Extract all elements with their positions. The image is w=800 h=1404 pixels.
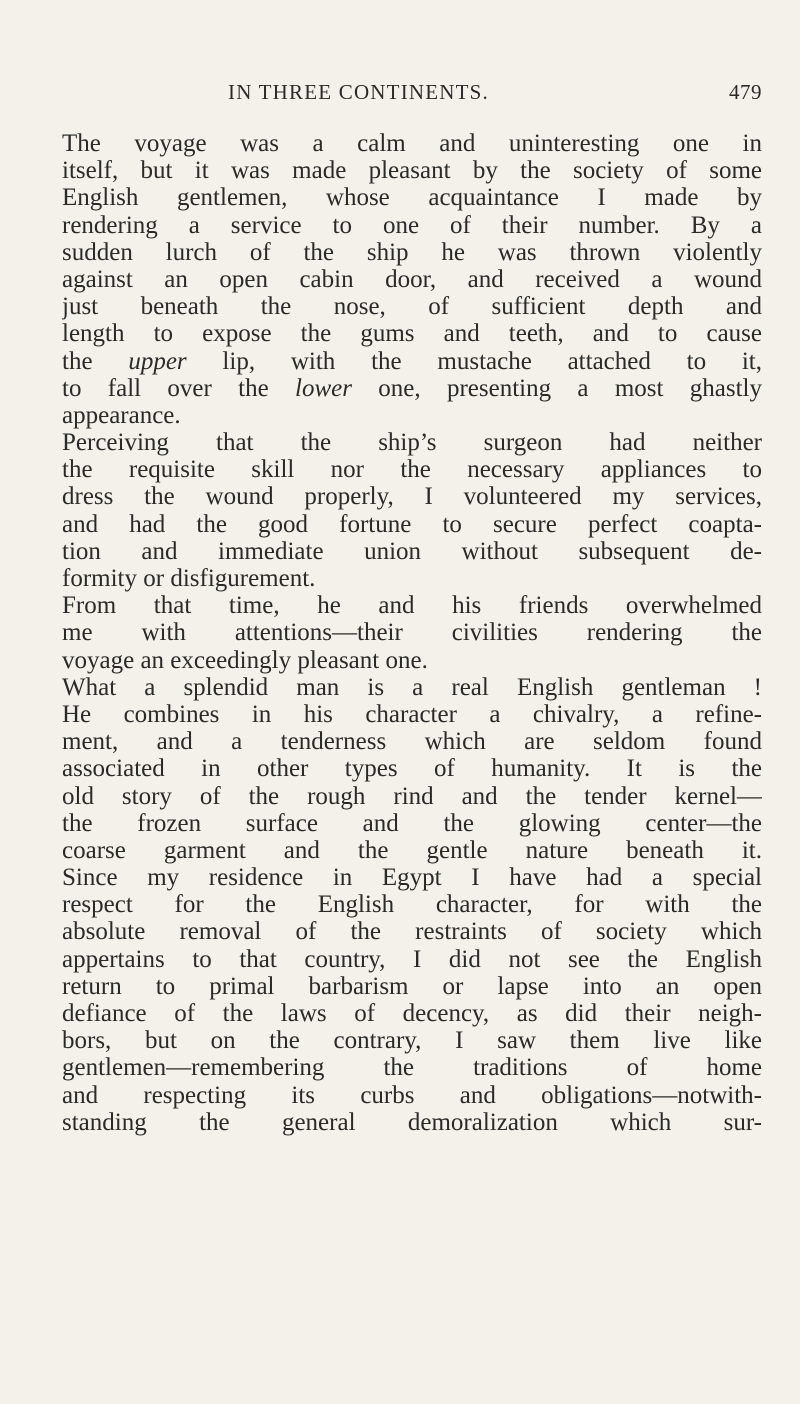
text-line: length to expose the gums and teeth, and to cause [62, 320, 762, 348]
text-line: He combines in his character a chivalry, a refine- [62, 700, 762, 728]
text-line: respect for the English character, for with the [62, 891, 762, 919]
text-line: gentlemen—remembering the traditions of home [62, 1054, 762, 1082]
text-line: absolute removal of the restraints of society which [62, 918, 762, 946]
italic-word: upper [128, 347, 187, 375]
text-line: appertains to that country, I did not see the English [62, 945, 762, 973]
text-line: dress the wound properly, I volunteered my services, [62, 483, 762, 511]
text-line: defiance of the laws of decency, as did their neigh- [62, 1000, 762, 1027]
text-line: me with attentions—their civilities rendering the [62, 619, 762, 647]
text-line: old story of the rough rind and the tender kernel— [62, 782, 762, 810]
text-line: the upper lip, with the mustache attached to it, [62, 347, 762, 375]
text-line: rendering a service to one of their number. By a [62, 211, 762, 239]
text-line: the requisite skill nor the necessary appliances to [62, 456, 762, 484]
running-head-title: IN THREE CONTINENTS. [228, 80, 490, 104]
page-number: 479 [729, 80, 762, 104]
text-line: voyage an exceedingly pleasant one. [62, 646, 428, 674]
text-line: sudden lurch of the ship he was thrown violently [62, 238, 762, 266]
text-line: formity or disfigurement. [62, 565, 316, 592]
text-line: From that time, he and his friends overwhelmed [62, 592, 762, 620]
text-line: Perceiving that the ship’s surgeon had neither [62, 429, 762, 457]
text-line: itself, but it was made pleasant by the society of some [62, 157, 762, 185]
text-line: standing the general demoralization which sur- [62, 1108, 762, 1136]
text-line: Since my residence in Egypt I have had a special [62, 864, 762, 892]
text-line: coarse garment and the gentle nature beneath it. [62, 836, 762, 864]
text-line: associated in other types of humanity. It is the [62, 755, 762, 783]
text-line: just beneath the nose, of sufficient depth and [62, 293, 762, 321]
text-line: ment, and a tenderness which are seldom found [62, 728, 762, 756]
text-line: return to primal barbarism or lapse into an open [62, 972, 762, 1000]
text-line: appearance. [62, 401, 181, 429]
text-line: and had the good fortune to secure perfect coapta- [62, 510, 762, 538]
text-line: The voyage was a calm and uninteresting one in [62, 130, 762, 157]
text-line: tion and immediate union without subsequent de- [62, 537, 762, 565]
text-line: bors, but on the contrary, I saw them live like [62, 1027, 762, 1055]
running-head [62, 80, 762, 110]
text-line: What a splendid man is a real English gentleman ! [62, 673, 762, 701]
text-line: against an open cabin door, and received a wound [62, 265, 762, 293]
text-line: and respecting its curbs and obligations—notwith- [62, 1081, 762, 1109]
text-line: English gentlemen, whose acquaintance I made by [62, 184, 762, 212]
body-text [62, 130, 762, 1136]
text-line: to fall over the lower one, presenting a most ghastly [62, 374, 762, 402]
text-line: the frozen surface and the glowing center—the [62, 809, 762, 837]
italic-word: lower [295, 374, 352, 402]
